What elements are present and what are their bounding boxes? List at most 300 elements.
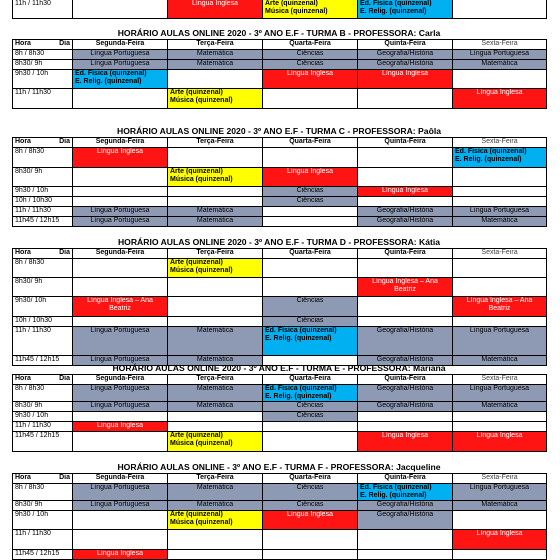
schedule-row [13,432,547,452]
cell-line: Matemática [481,402,518,409]
dia-label: Dia [59,249,70,256]
time-cell: 9h30 / 10h [13,70,73,89]
schedule-cell-yellow [168,168,263,187]
schedule-cell [453,259,547,278]
schedule-cell [168,530,263,550]
time-cell: 9h30 / 10h [13,412,73,422]
schedule-row [13,402,547,412]
schedule-row [13,550,547,560]
cell-line: Ed. Física (quinzenal) [360,0,432,7]
dia-label: Dia [59,474,70,481]
cell-line: Ed. Física (quinzenal) [455,148,527,155]
cell-line: Língua Portuguesa [90,402,150,409]
day-header: Quarta-Feira [263,474,358,484]
cell-line: E. Relig. (quinzenal) [265,335,332,342]
cell-line: Matemática [196,385,234,392]
cell-line: E. Relig. (quinzenal) [265,393,332,400]
cell-line: Língua Inglesa [287,168,333,175]
cell-line: Língua Inglesa [97,550,143,557]
cell-line: Língua Inglesa [287,70,333,77]
schedule-cell [358,148,453,168]
schedule-cell [453,550,547,560]
schedule-cell-blue [453,148,547,168]
schedule-cell [263,432,358,452]
cell-line: Geografia/História [376,511,434,518]
schedule-cell [263,89,358,109]
cell-line: Matemática [481,356,518,363]
cell-line: Geografia/História [376,402,434,409]
schedule-cell [358,259,453,278]
time-cell: 9h30 / 10h [13,511,73,530]
schedule-cell [168,148,263,168]
schedule-cell-gray [263,412,358,422]
hora-dia-header [13,249,73,259]
time-cell: 8h30/ 9h [13,60,73,70]
schedule-cell [453,317,547,327]
schedule-cell [168,422,263,432]
day-header: Segunda-Feira [73,40,168,50]
schedule-cell [168,412,263,422]
schedule-cell-gray [358,50,453,60]
schedule-cell-gray [358,60,453,70]
header-row [13,249,547,259]
cell-line: Matemática [196,484,234,491]
cell-line: Ciências [296,484,324,491]
cell-line: Língua Inglesa – Ana [372,278,438,285]
schedule-cell [263,422,358,432]
schedule-cell-gray [453,217,547,227]
cell-line: Música (quinzenal) [170,519,233,526]
cell-line: Música (quinzenal) [170,267,233,274]
cell-line: Língua Inglesa [97,422,143,429]
day-header: Terça-Feira [168,375,263,385]
schedule-cell [168,550,263,560]
day-header: Terça-Feira [168,474,263,484]
cell-line: Ciências [296,317,324,324]
day-header: Quinta-Feira [358,249,453,259]
cell-line: Geografia/História [376,207,434,214]
schedule-cell-blue [263,385,358,402]
cell-line: Língua Inglesa [287,511,333,518]
hora-dia-header [13,375,73,385]
time-cell: 11h / 11h30 [13,207,73,217]
schedule-cell-red: Língua Inglesa [168,0,263,19]
cell-line: Língua Portuguesa [469,385,530,392]
cell-line: Língua Inglesa [97,148,143,155]
cell-line: Matemática [196,207,234,214]
schedule-cell [263,278,358,297]
cell-line: Geografia/História [376,50,434,57]
cell-line: Beatriz [394,286,416,293]
schedule-cell [73,317,168,327]
schedule-cell-red [73,550,168,560]
schedule-cell [453,70,547,89]
dia-label: Dia [59,375,70,382]
day-header: Terça-Feira [168,138,263,148]
schedule-cell-gray [168,207,263,217]
schedule-row [13,70,547,89]
schedule-cell [73,168,168,187]
schedule-cell [73,278,168,297]
day-header: Sexta-Feira [453,474,547,484]
cell-line: Matemática [481,217,518,224]
schedule-cell-gray [263,317,358,327]
cell-line: Ciências [296,501,324,508]
cell-line: Língua Portuguesa [90,60,150,67]
day-header: Sexta-Feira [453,138,547,148]
schedule-cell-gray [263,197,358,207]
schedule-cell-red [263,70,358,89]
schedule-cell-gray [263,60,358,70]
schedule-cell-blue [358,484,453,501]
schedule-cell-gray [73,207,168,217]
schedule-cell-gray [168,60,263,70]
time-cell: 9h30 / 10h [13,187,73,197]
day-header: Terça-Feira [168,40,263,50]
schedule-cell-gray [73,501,168,511]
schedule-row [13,60,547,70]
day-header: Sexta-Feira [453,40,547,50]
schedule-row [13,50,547,60]
cell-line: Língua Portuguesa [90,327,150,334]
schedule-title: HORÁRIO AULAS ONLINE 2020 - 3º ANO E.F - TURMA B - PROFESSORA: Carla [117,28,441,38]
cell-line: Ed. Física (quinzenal) [360,484,432,491]
cell-line: Matemática [196,327,234,334]
schedule-cell [453,422,547,432]
hora-dia-header [13,138,73,148]
schedule-cell-gray [263,187,358,197]
hora-label: Hora [15,40,31,47]
cell-line: Língua Portuguesa [90,385,150,392]
day-header: Quinta-Feira [358,138,453,148]
cell-line: Arte (quinzenal) [265,0,318,7]
schedule-cell [263,207,358,217]
cell-line: Arte (quinzenal) [170,89,223,96]
cell-line: Língua Portuguesa [469,207,530,214]
cell-line: Ciências [296,50,324,57]
schedule-row [13,217,547,227]
time-cell: 11h45 / 12h15 [13,550,73,560]
day-header: Sexta-Feira [453,375,547,385]
cell-line: Beatriz [109,305,131,312]
day-header: Quarta-Feira [263,249,358,259]
cell-line: Beatriz [488,305,511,312]
schedule-cell [73,530,168,550]
schedule-cell-gray [453,50,547,60]
time-cell: 8h / 8h30 [13,259,73,278]
schedule-row [13,501,547,511]
schedule-cell [73,511,168,530]
schedule-row [13,168,547,187]
schedule-cell [453,187,547,197]
time-cell: 8h / 8h30 [13,148,73,168]
schedule-row [13,207,547,217]
time-cell: 11h / 11h30 [13,0,73,19]
schedule-table [12,473,547,560]
cell-line: Língua Portuguesa [469,327,530,334]
schedule-table [12,137,547,227]
schedule-cell-gray [168,385,263,402]
cell-line: Geografia/História [376,217,434,224]
schedule-row [13,327,547,356]
previous-schedule-tail [12,0,546,20]
time-cell: 11h45 / 12h15 [13,356,73,366]
day-header: Segunda-Feira [73,249,168,259]
cell-line: Ciências [296,402,324,409]
cell-line: Matemática [196,501,234,508]
schedule-cell-gray [263,402,358,412]
schedule-cell-red [358,432,453,452]
time-cell: 11h45 / 12h15 [13,432,73,452]
cell-line: Geografia/História [376,327,434,334]
schedule-cell-gray [73,484,168,501]
schedule-cell [263,148,358,168]
cell-line: Música (quinzenal) [170,176,233,183]
time-cell: 8h30/ 9h [13,278,73,297]
schedule-cell-gray [453,402,547,412]
schedule-cell-gray [453,327,547,356]
schedule-cell-gray [358,501,453,511]
cell-line: Música (quinzenal) [170,97,233,104]
hora-dia-header [13,40,73,50]
time-cell: 8h30/ 9h [13,402,73,412]
schedule-row [13,412,547,422]
schedule-cell-yellow [168,89,263,109]
schedule-cell-gray [168,484,263,501]
schedule-cell-blue [358,0,453,19]
schedule-cell-yellow [263,0,358,19]
cell-line: Língua Portuguesa [469,50,530,57]
schedule-cell-red [453,530,547,550]
schedule-cell-red [453,432,547,452]
schedule-cell [453,278,547,297]
schedule-cell-red [263,511,358,530]
day-header: Quinta-Feira [358,375,453,385]
cell-line: Ed. Física (quinzenal) [265,327,337,334]
cell-line: E. Relig. (quinzenal) [455,156,522,163]
time-cell: 8h30/ 9h [13,168,73,187]
schedule-cell-gray [453,60,547,70]
cell-line: Matemática [481,501,518,508]
schedule-row [13,187,547,197]
cell-line: Matemática [481,60,518,67]
cell-line: Matemática [196,60,234,67]
schedule-cell-yellow [168,432,263,452]
hora-label: Hora [15,138,31,145]
schedule-row [13,278,547,297]
schedule-cell [453,168,547,187]
schedule-cell [73,187,168,197]
schedule-cell [453,197,547,207]
schedule-cell-gray [263,501,358,511]
schedule-title: HORÁRIO AULAS ONLINE - 3º ANO E.F - TURMA F - PROFESSORA: Jacqueline [117,462,441,472]
schedule-row [13,148,547,168]
time-cell: 11h / 11h30 [13,89,73,109]
hora-label: Hora [15,375,31,382]
schedule-cell-gray [263,297,358,317]
cell-line: Música (quinzenal) [265,8,328,15]
schedule-cell [168,197,263,207]
schedule-cell-gray [73,60,168,70]
schedule-cell-gray [358,207,453,217]
schedule-cell-red [453,297,547,317]
schedule-cell-red [263,168,358,187]
cell-line: Arte (quinzenal) [170,168,223,175]
cell-line: Língua Inglesa [382,70,428,77]
schedule-cell [358,168,453,187]
schedule-cell [358,530,453,550]
schedule-cell-gray [453,385,547,402]
cell-line: Ed. Física (quinzenal) [265,385,337,392]
schedule-cell [73,197,168,207]
schedule-cell-gray [168,50,263,60]
schedule-title: HORÁRIO AULAS ONLINE 2020 - 3º ANO E.F - TURMA C - PROFESSORA: Paôla [116,126,441,136]
schedule-cell-gray [263,484,358,501]
schedule-cell-gray [453,207,547,217]
schedule-row [13,317,547,327]
schedule-row [13,511,547,530]
cell-line: Ciências [296,197,324,204]
day-header: Terça-Feira [168,249,263,259]
schedule-cell-gray [453,501,547,511]
time-cell: 11h / 11h30 [13,530,73,550]
schedule-cell-gray [168,217,263,227]
schedule-cell-red [453,89,547,109]
header-row [13,40,547,50]
cell-line: Matemática [196,50,234,57]
schedule-cell-gray [263,50,358,60]
cell-line: Língua Inglesa [382,432,428,439]
cell-line: Língua Inglesa – Ana [87,297,153,304]
schedule-cell [358,197,453,207]
schedule-cell [168,187,263,197]
schedule-cell-red [358,187,453,197]
schedule-row [13,385,547,402]
time-cell: 8h / 8h30 [13,484,73,501]
schedule-cell [73,412,168,422]
schedule-cell-gray [73,327,168,356]
cell-line: Língua Inglesa [476,432,523,439]
cell-line: Geografia/História [376,60,434,67]
schedule-cell [263,217,358,227]
time-cell: 10h / 10h30 [13,317,73,327]
schedule-cell-red [358,278,453,297]
cell-line: Língua Portuguesa [90,484,150,491]
time-cell: 8h30/ 9h [13,501,73,511]
schedule-cell-gray [358,385,453,402]
day-header: Quarta-Feira [263,375,358,385]
cell-line: Arte (quinzenal) [170,259,223,266]
cell-line: Geografia/História [376,385,434,392]
day-header: Quarta-Feira [263,138,358,148]
schedule-cell [73,0,168,19]
schedule-cell-gray [168,402,263,412]
cell-line: Arte (quinzenal) [170,432,223,439]
schedule-row [13,422,547,432]
time-cell: 8h / 8h30 [13,385,73,402]
time-cell: 11h / 11h30 [13,422,73,432]
cell-line: Ciências [296,412,324,419]
schedule-cell-red [73,297,168,317]
schedule-table [12,374,547,452]
dia-label: Dia [59,40,70,47]
day-header: Quinta-Feira [358,40,453,50]
schedule-cell [453,511,547,530]
schedule-row [13,259,547,278]
schedule-cell [358,550,453,560]
schedule-cell [168,297,263,317]
cell-line: Língua Portuguesa [90,501,150,508]
cell-line: Geografia/História [376,501,434,508]
time-cell: 9h30/ 10h [13,297,73,317]
schedule-cell [263,550,358,560]
day-header: Segunda-Feira [73,474,168,484]
time-cell: 10h / 10h30 [13,197,73,207]
cell-line: Língua Inglesa [476,530,523,537]
schedule-cell-gray [453,484,547,501]
schedule-cell [263,259,358,278]
day-header: Sexta-Feira [453,249,547,259]
day-header: Quarta-Feira [263,40,358,50]
cell-line: Língua Portuguesa [90,50,150,57]
schedule-cell-blue [263,327,358,356]
schedule-cell-gray [73,217,168,227]
schedule-cell [73,89,168,109]
cell-line: Geografia/História [376,356,434,363]
schedule-row [13,197,547,207]
schedule-cell-gray [73,385,168,402]
schedule-table [12,39,547,109]
schedule-cell-gray [358,327,453,356]
schedule-cell-blue [73,70,168,89]
header-row [13,138,547,148]
day-header: Segunda-Feira [73,375,168,385]
schedule-cell-gray [168,327,263,356]
cell-line: Língua Inglesa [476,89,523,96]
schedule-cell-gray [358,511,453,530]
cell-line: E. Relig. (quinzenal) [360,8,427,15]
cell-line: Ed. Física (quinzenal) [75,70,147,77]
schedule-cell [358,412,453,422]
time-cell: 11h45 / 12h15 [13,217,73,227]
schedule-row [13,484,547,501]
cell-line: Ciências [296,297,324,304]
day-header: Quinta-Feira [358,474,453,484]
cell-line: Matemática [196,356,234,363]
time-cell: 8h / 8h30 [13,50,73,60]
hora-label: Hora [15,474,31,481]
header-row [13,375,547,385]
cell-line: Música (quinzenal) [170,440,233,447]
schedule-row [13,297,547,317]
cell-line: Língua Portuguesa [90,356,150,363]
cell-line: E. Relig. (quinzenal) [75,78,142,85]
header-row [13,474,547,484]
cell-line: E. Relig. (quinzenal) [360,492,427,499]
cell-line: Matemática [196,402,234,409]
schedule-cell [358,297,453,317]
schedule-row [13,530,547,550]
time-cell: 11h / 11h30 [13,327,73,356]
cell-line: Língua Inglesa – Ana [466,297,533,304]
schedule-cell [453,412,547,422]
schedule-cell-yellow [168,511,263,530]
cell-line: Ciências [296,60,324,67]
schedule-cell [263,530,358,550]
schedule-title: HORÁRIO AULAS ONLINE 2020 - 3º ANO E.F - TURMA E - PROFESSORA: Mariana [112,363,446,373]
cell-line: Arte (quinzenal) [170,511,223,518]
cell-line: Ciências [296,187,324,194]
